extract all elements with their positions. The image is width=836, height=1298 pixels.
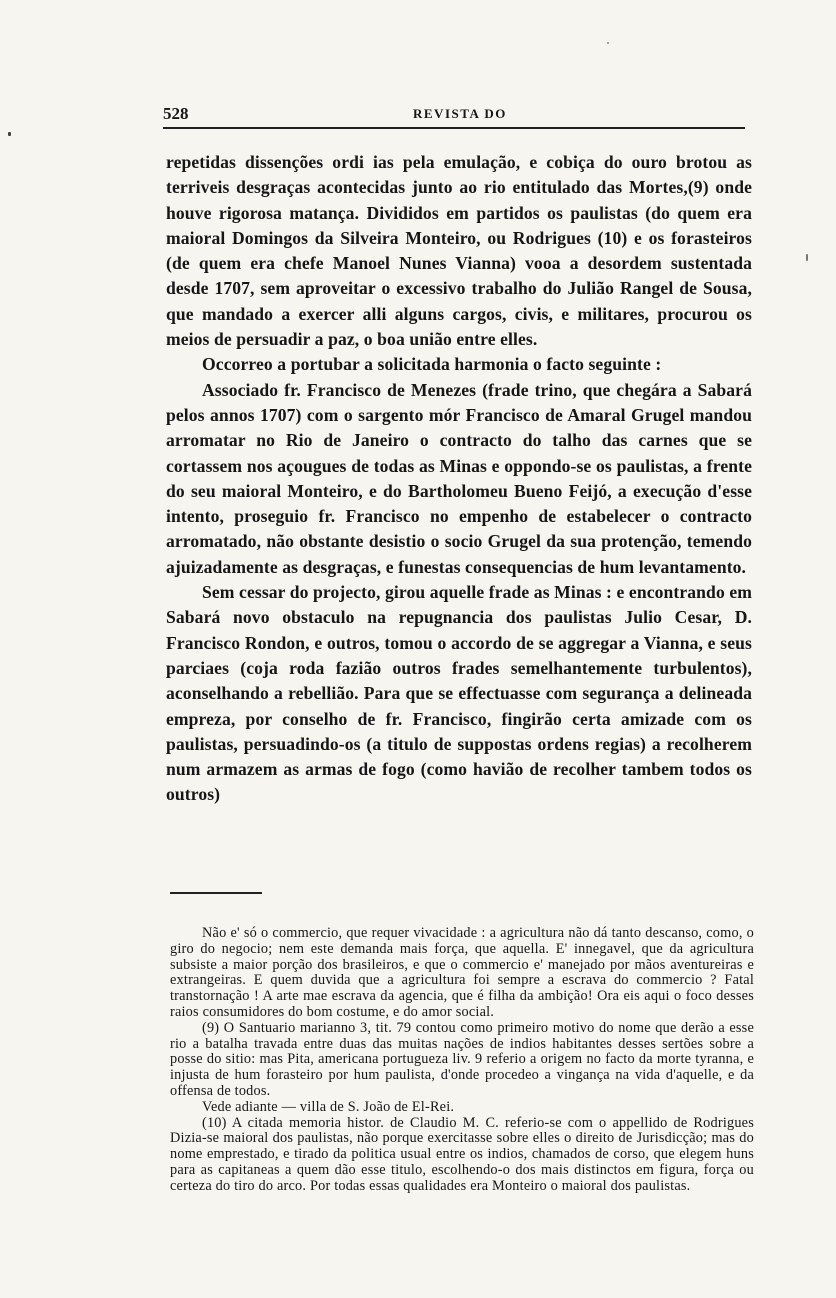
running-head: REVISTA DO xyxy=(413,106,507,121)
scan-speck xyxy=(806,254,808,261)
footnote: (9) O Santuario marianno 3, tit. 79 contou como primeiro motivo do nome que derão a esse rio a batalha travada entre duas das muitas nações de indios habitantes desses sertões sobre a posse do sitio: mas Pita, americana portugueza liv. 9 referio a origem no facto da morte tyranna, e injusta de hum forasteiro por hum paulista, d'onde procedeo a vingança na vida d'aquelle, e da offensa de todos. xyxy=(170,1019,754,1099)
footnote: Vede adiante — villa de S. João de El-Rei. xyxy=(202,1098,455,1115)
footnotes xyxy=(170,926,754,1195)
page-number: 528 xyxy=(163,104,189,123)
footnote: (10) A citada memoria histor. de Claudio M. C. referio-se com o appellido de Rodrigues Dizia-se maioral dos paulistas, não porque exercitasse sobre elles o direito de Jurisdicção; mas do nome emprestado, e tirado da politica usual entre os indios, chamados de corso, que elegem huns para as capitaneas a quem dão esse titulo, escolhendo-o dos mais distinctos em figura, força ou certeza do tiro do arco. Por todas essas qualidades era Monteiro o maioral dos paulistas. xyxy=(170,1114,754,1194)
body-paragraph: Associado fr. Francisco de Menezes (frade trino, que chegára a Sabará pelos annos 1707) com o sargento mór Francisco de Amaral Grugel mandou arromatar no Rio de Janeiro o contracto do talho das carnes que se cortassem nos açougues de todas as Minas e oppondo-se os paulistas, a frente do seu maioral Monteiro, e do Bartholomeu Bueno Feijó, a execução d'esse intento, proseguio fr. Francisco no empenho de estabelecer o contracto arromatado, não obstante desistio o socio Grugel da sua protenção, temendo ajuizadamente as desgraças, e funestas consequencias de hum levantamento. xyxy=(166,379,752,577)
body-paragraph: repetidas dissenções ordi ias pela emulação, e cobiça do ouro brotou as terriveis desgraças acontecidas junto ao rio entitulado das Mortes,(9) onde houve rigorosa matança. Divididos em partidos os paulistas (do quem era maioral Domingos da Silveira Monteiro, ou Rodrigues (10) e os forasteiros (de quem era chefe Manoel Nunes Vianna) vooa a desordem sustentada desde 1707, sem aproveitar o excessivo trabalho do Julião Rangel de Sousa, que mandado a exercer alli alguns cargos, civis, e militares, procurou os meios de persuadir a paz, o boa união entre elles. xyxy=(166,152,752,350)
footnote-rule xyxy=(170,892,262,894)
page-header xyxy=(163,104,745,126)
scan-speck xyxy=(607,42,609,44)
body-paragraph: Sem cessar do projecto, girou aquelle frade as Minas : e encontrando em Sabará novo obstaculo na repugnancia dos paulistas Julio Cesar, D. Francisco Rondon, e outros, tomou o accordo de se aggregar a Vianna, e seus parciaes (coja roda fazião outros frades semelhantemente turbulentos), aconselhando a rebellião. Para que se effectuasse com segurança a delineada empreza, por conselho de fr. Francisco, fingirão certa amizade com os paulistas, persuadindo-os (a titulo de suppostas ordens regias) a recolherem num armazem as armas de fogo (como havião de recolher tambem todos os outros) xyxy=(166,582,753,805)
body-text xyxy=(166,150,752,808)
scan-speck xyxy=(8,132,11,136)
body-paragraph: Occorreo a portubar a solicitada harmonia o facto seguinte : xyxy=(202,354,662,375)
footnote: Não e' só o commercio, que requer vivacidade : a agricultura não dá tanto descanso, como, o giro do negocio; nem este demanda mais força, que aquella. E' innegavel, que da agricultura subsiste a maior porção dos brasileiros, e que o commercio e' manejado por mãos aventureiras e extrangeiras. E quem duvida que a agricultura foi sempre a escrava do commercio ? Fatal transtornação ! A arte mae escrava da agencia, que é filha da ambição! Ora eis aqui o foco desses raios consumidores do bom costume, e do amor social. xyxy=(170,925,754,1020)
header-rule xyxy=(163,127,745,129)
